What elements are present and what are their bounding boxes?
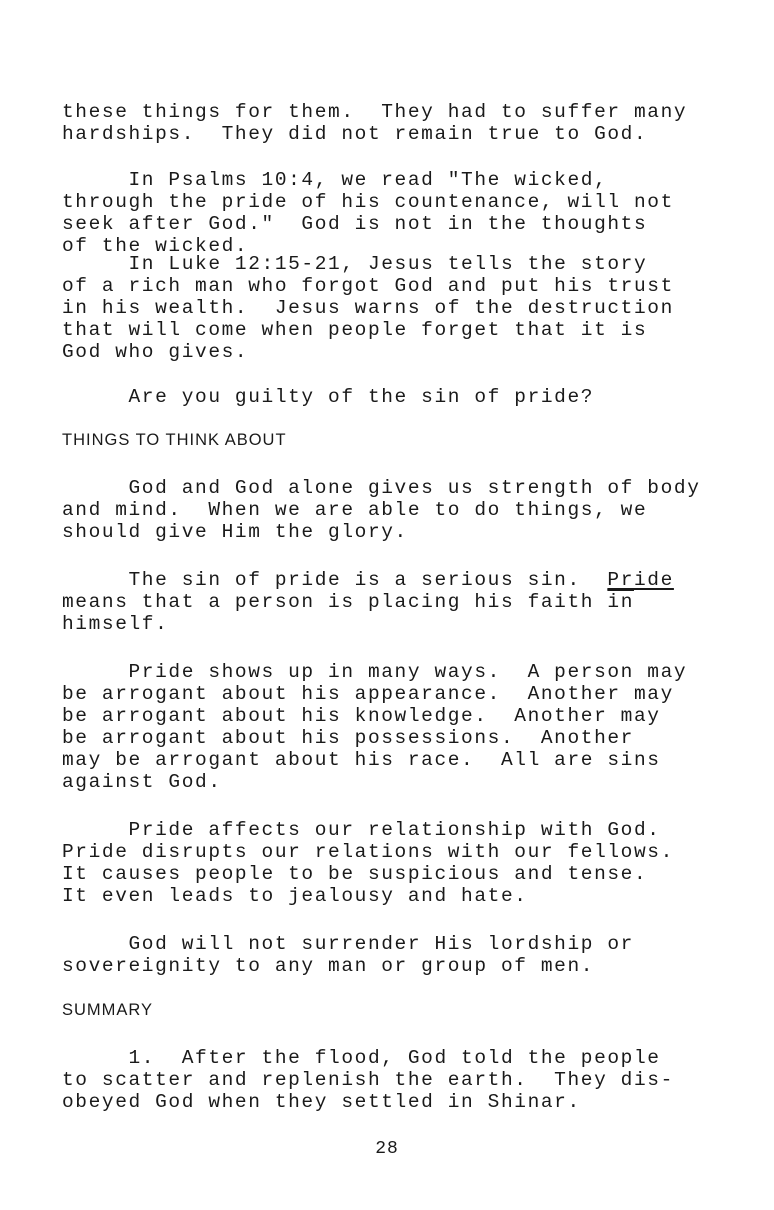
text-line: should give Him the glory. (62, 521, 408, 543)
text-line: to scatter and replenish the earth. They dis- (62, 1069, 674, 1091)
text-line: be arrogant about his knowledge. Another may (62, 705, 661, 727)
text-line: these things for them. They had to suffer many (62, 101, 688, 123)
paragraph (62, 933, 634, 977)
text: means that a person is placing his faith (62, 591, 608, 613)
text-line: sovereignity to any man or group of men. (62, 955, 595, 977)
paragraph (62, 569, 674, 635)
text-line: be arrogant about his appearance. Another may (62, 683, 674, 705)
text-line: of the wicked. (62, 235, 249, 257)
text: The sin of pride is a serious sin. (62, 569, 608, 591)
paragraph (62, 477, 701, 543)
text-line: in his wealth. Jesus warns of the destruction (62, 297, 674, 319)
text-line: In Psalms 10:4, we read "The wicked, (62, 169, 608, 191)
text-line: that will come when people forget that it is (62, 319, 648, 341)
text-line: Pride shows up in many ways. A person may (62, 661, 688, 683)
text-line: seek after God." God is not in the thoughts (62, 213, 648, 235)
text-line: In Luke 12:15-21, Jesus tells the story (62, 253, 648, 275)
text-line: 1. After the flood, God told the people (62, 1047, 661, 1069)
paragraph (62, 253, 674, 363)
text-line: God who gives. (62, 341, 249, 363)
text-line: himself. (62, 613, 169, 635)
text-line: may be arrogant about his race. All are sins (62, 749, 661, 771)
marked-word: $\overline{in}$ (607, 591, 634, 613)
text-line: Pride disrupts our relations with our fellows. (62, 841, 674, 863)
paragraph (62, 661, 687, 793)
text-line: and mind. When we are able to do things, we (62, 499, 648, 521)
text-line: through the pride of his countenance, will not (62, 191, 674, 213)
text-line: hardships. They did not remain true to God. (62, 123, 648, 145)
section-heading: SUMMARY (62, 1001, 154, 1019)
paragraph (62, 1047, 674, 1113)
text-line: It causes people to be suspicious and tense. (62, 863, 648, 885)
text-line: obeyed God when they settled in Shinar. (62, 1091, 581, 1113)
text-line: Pride affects our relationship with God. (62, 819, 661, 841)
text-line: of a rich man who forgot God and put his trust (62, 275, 674, 297)
text-line: God will not surrender His lordship or (62, 933, 634, 955)
section-heading: THINGS TO THINK ABOUT (62, 431, 287, 449)
text-line (62, 569, 674, 591)
text-line: against God. (62, 771, 222, 793)
text-line: be arrogant about his possessions. Another (62, 727, 634, 749)
text-line: God and God alone gives us strength of body (62, 477, 701, 499)
text-line: Are you guilty of the sin of pride? (62, 386, 595, 408)
paragraph (62, 386, 594, 408)
page-number: 28 (375, 1139, 399, 1159)
underlined-word: Pride (607, 569, 674, 591)
text-line: It even leads to jealousy and hate. (62, 885, 528, 907)
paragraph (62, 819, 674, 907)
paragraph (62, 101, 687, 145)
paragraph (62, 169, 674, 257)
text-line (62, 591, 674, 613)
